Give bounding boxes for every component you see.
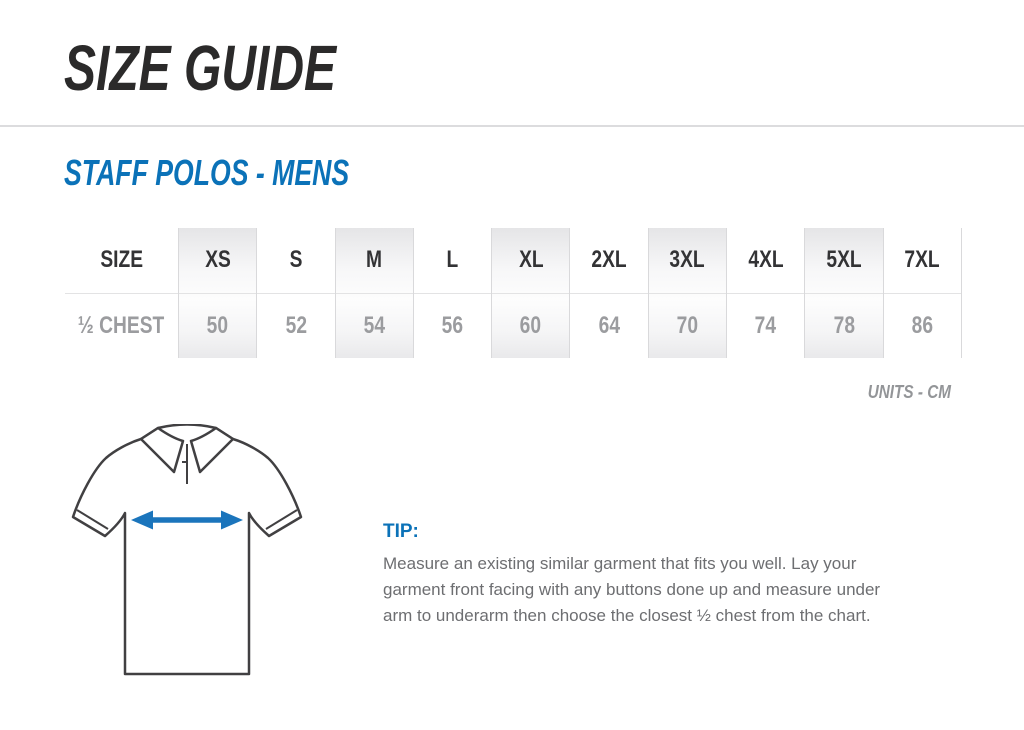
- half-chest-cell: 52: [285, 311, 307, 339]
- size-column-2xl: [569, 228, 647, 358]
- size-table: [65, 228, 951, 358]
- half-chest-cell: 86: [911, 311, 934, 339]
- half-chest-cell: 64: [598, 311, 620, 339]
- polo-shirt-icon: [70, 424, 334, 708]
- half-chest-cell: 70: [676, 311, 699, 339]
- size-column-l: [413, 228, 491, 358]
- header-divider: [0, 125, 1024, 127]
- tip-text-line: Measure an existing similar garment that fits you well. Lay your: [383, 554, 857, 573]
- size-column-7xl: [883, 228, 962, 358]
- size-column-3xl: [648, 228, 726, 358]
- half-chest-row-label: ½ CHEST: [78, 311, 165, 339]
- size-column-4xl: [726, 228, 804, 358]
- size-row-label: SIZE: [65, 228, 178, 294]
- page-title: SIZE GUIDE: [64, 32, 337, 104]
- half-chest-cell: 74: [755, 311, 777, 339]
- units-note: UNITS - CM: [867, 382, 951, 402]
- size-column-s: [256, 228, 334, 358]
- size-cell: M: [336, 228, 413, 294]
- half-chest-cell: 78: [833, 311, 855, 339]
- polo-shirt-illustration: [70, 424, 334, 708]
- size-cell: 5XL: [805, 228, 882, 294]
- tip-text-line: arm to underarm then choose the closest ½ chest from the chart.: [383, 606, 871, 625]
- size-column-xs: [178, 228, 256, 358]
- section-title: STAFF POLOS - MENS: [64, 152, 350, 193]
- tip-block: [383, 521, 880, 629]
- half-chest-cell: 60: [520, 311, 542, 339]
- size-cell: XS: [179, 228, 256, 294]
- size-cell: XL: [492, 228, 569, 294]
- tip-label: TIP:: [383, 521, 419, 542]
- size-cell: 7XL: [884, 228, 961, 294]
- size-column-xl: [491, 228, 569, 358]
- size-table-label-column: [65, 228, 178, 358]
- size-column-5xl: [804, 228, 882, 358]
- half-chest-cell: 50: [206, 311, 229, 339]
- size-cell: L: [414, 228, 491, 294]
- size-cell: 3XL: [649, 228, 726, 294]
- tip-text-line: garment front facing with any buttons done up and measure under: [383, 580, 881, 599]
- size-cell: 2XL: [570, 228, 647, 294]
- size-cell: 4XL: [727, 228, 804, 294]
- half-chest-cell: 56: [441, 311, 464, 339]
- size-cell: S: [257, 228, 334, 294]
- half-chest-cell: 54: [363, 311, 385, 339]
- size-column-m: [335, 228, 413, 358]
